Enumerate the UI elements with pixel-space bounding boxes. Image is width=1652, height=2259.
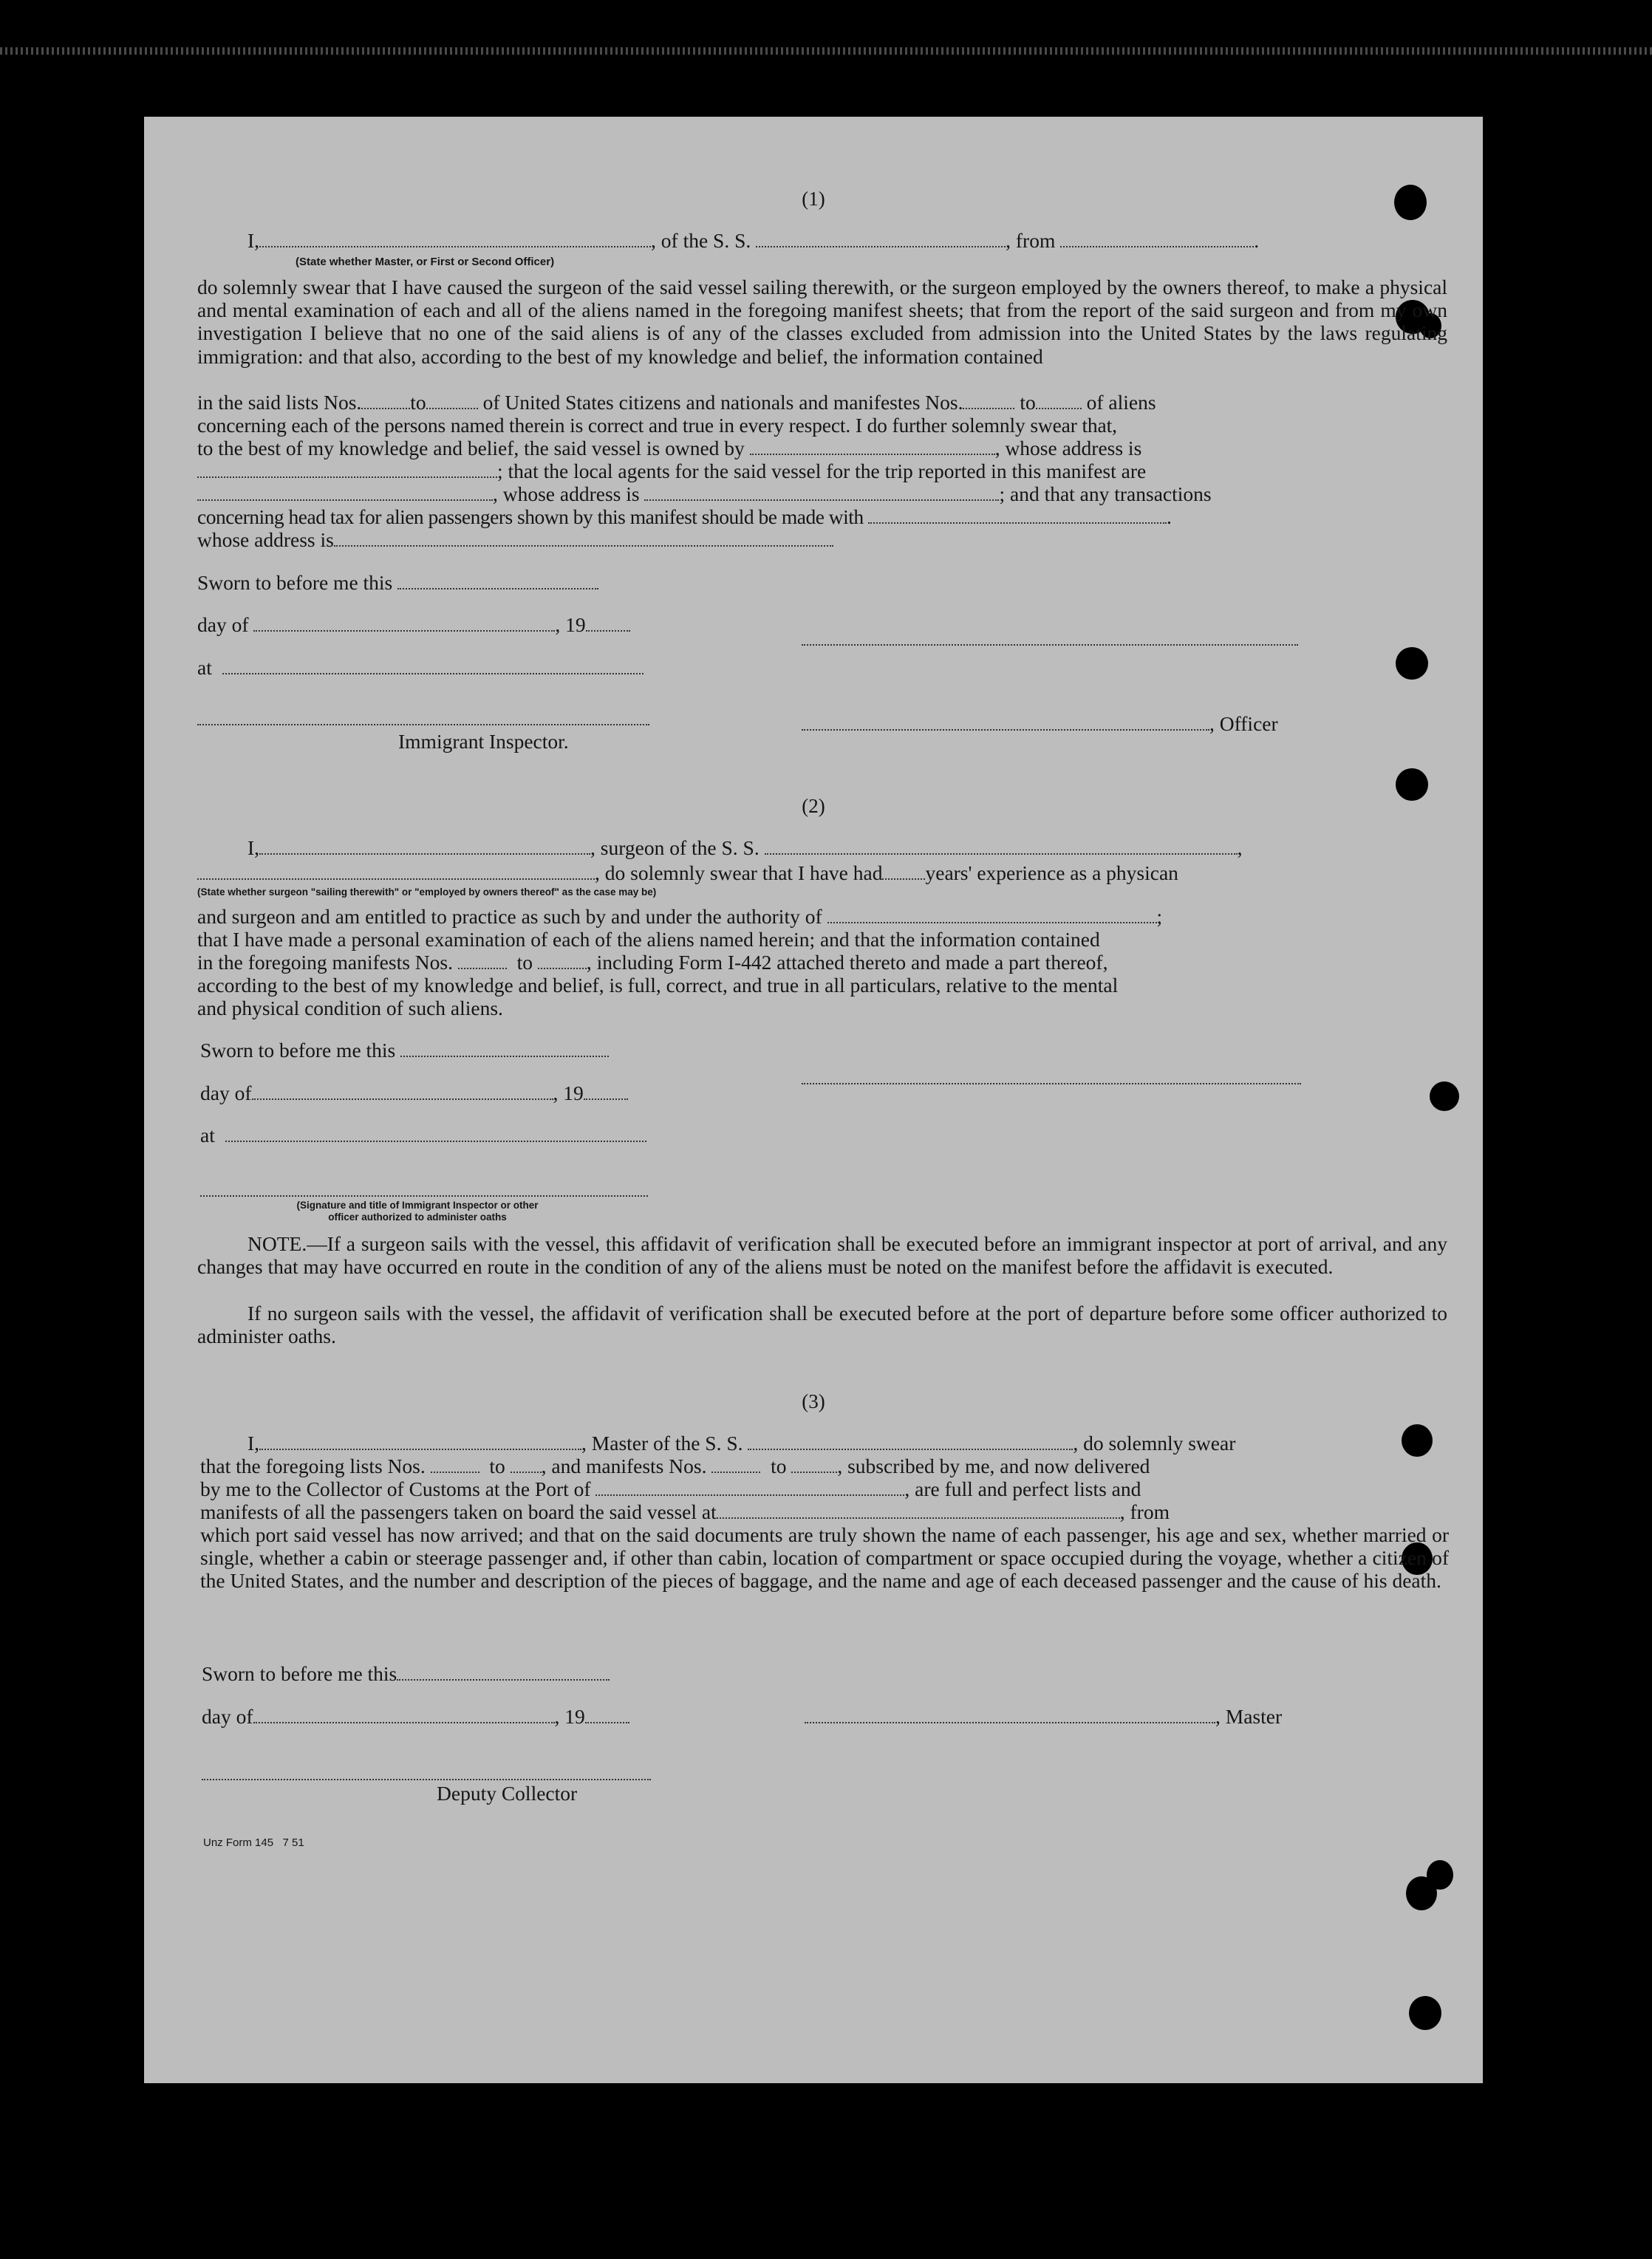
- manifest-to-blank: [1036, 407, 1082, 409]
- section-2-number: (2): [802, 795, 825, 817]
- agents-blank: [197, 499, 493, 501]
- section-3-lists-line: [200, 1455, 1150, 1478]
- form-page: [144, 117, 1483, 2083]
- section-2-line: that I have made a personal examination of each of the aliens named herein; and that the information contained: [197, 928, 1100, 951]
- list-from-blank: [361, 407, 410, 409]
- year-blank: [584, 1098, 628, 1100]
- section-2-line-1: [248, 836, 1242, 860]
- day-of-line: [202, 1705, 629, 1729]
- section-2-line-2: [197, 861, 1178, 885]
- officer-rank-caption: (State whether Master, or First or Second Officer): [296, 256, 555, 268]
- caption-line: officer authorized to administer oaths: [328, 1211, 507, 1223]
- section-3-number: (3): [802, 1390, 825, 1412]
- text: , Master: [1215, 1705, 1283, 1728]
- text: ;: [1156, 905, 1163, 928]
- authority-blank: [827, 921, 1157, 923]
- manifest-to-blank: [538, 967, 587, 969]
- list-to-blank: [426, 407, 478, 409]
- list-from-blank: [431, 1471, 479, 1473]
- text: Sworn to before me this: [202, 1662, 397, 1685]
- text: , whose address is: [994, 437, 1142, 459]
- section-1-owner-line: [197, 437, 1141, 460]
- port-blank: [595, 1494, 904, 1496]
- text: to: [489, 1455, 505, 1477]
- manifest-to-blank: [791, 1471, 837, 1473]
- section-2-manifests-line: [197, 951, 1107, 974]
- section-2-line: according to the best of my knowledge and belief, is full, correct, and true in all particulars, relative to the mental: [197, 974, 1119, 997]
- day-of-line: [197, 613, 630, 637]
- at-place-blank: [222, 672, 644, 674]
- text: years' experience as a physican: [925, 861, 1178, 884]
- punch-hole: [1396, 647, 1428, 680]
- day-of-line: [200, 1081, 628, 1105]
- text: to: [516, 951, 533, 974]
- owner-blank: [750, 453, 995, 455]
- text: ; and that any transactions: [999, 482, 1212, 505]
- deputy-signature-line: [202, 1779, 651, 1780]
- master-name-blank: [259, 1448, 581, 1450]
- text: I,: [248, 1432, 260, 1455]
- text: .: [1254, 229, 1260, 252]
- text: , subscribed by me, and now delivered: [837, 1455, 1150, 1477]
- month-blank: [253, 629, 555, 632]
- text: to: [410, 391, 426, 414]
- sworn-line: [202, 1662, 610, 1686]
- vessel-name-blank: [748, 1448, 1073, 1450]
- master-signature-blank: [805, 1721, 1215, 1723]
- punch-hole: [1406, 1876, 1437, 1910]
- text: , of the S. S.: [651, 229, 751, 252]
- text: to: [771, 1455, 787, 1477]
- text: in the said lists Nos.: [197, 391, 362, 414]
- text: I,: [248, 836, 260, 859]
- text: , Master of the S. S.: [581, 1432, 743, 1455]
- owner-address-blank: [197, 476, 497, 478]
- deputy-caption: Deputy Collector: [437, 1782, 578, 1805]
- headtax-party-blank: [868, 522, 1167, 524]
- text: , Officer: [1209, 712, 1278, 735]
- text: , and manifests Nos.: [541, 1455, 707, 1477]
- text: , 19: [553, 1081, 584, 1104]
- form-number: Unz Form 145 7 51: [203, 1836, 304, 1849]
- section-2-line: and physical condition of such aliens.: [197, 997, 503, 1019]
- text: manifests of all the passengers taken on board the said vessel at: [200, 1500, 717, 1523]
- sworn-date-blank: [397, 1678, 610, 1681]
- officer-signature-blank: [802, 728, 1209, 731]
- section-1-headtax-line: [197, 505, 1171, 529]
- text: by me to the Collector of Customs at the Port of: [200, 1477, 591, 1500]
- inspector-signature-caption: [240, 1200, 595, 1223]
- film-edge-perforation: [0, 47, 1652, 55]
- sworn-date-blank: [397, 587, 598, 589]
- text: , including Form I-442 attached thereto and made a part thereof,: [586, 951, 1108, 974]
- text: Sworn to before me this: [200, 1039, 396, 1062]
- text: and surgeon and am entitled to practice as such by and under the authority of: [197, 905, 822, 928]
- text: , 19: [555, 613, 586, 636]
- year-blank: [586, 629, 630, 632]
- text: , do solemnly swear that I have had: [595, 861, 883, 884]
- text: of aliens: [1086, 391, 1156, 414]
- note-paragraph-2: If no surgeon sails with the vessel, the affidavit of verification shall be executed before at the port of departure before some officer authorized to administer oaths.: [197, 1302, 1447, 1348]
- section-1-lists-line: [197, 391, 1156, 414]
- month-blank: [253, 1721, 555, 1723]
- section-3-port-line: [200, 1477, 1141, 1501]
- vessel-name-blank: [765, 852, 1238, 855]
- text: .: [1167, 505, 1172, 528]
- section-3-departure-line: [200, 1500, 1170, 1524]
- text: at: [197, 656, 212, 679]
- text: to the best of my knowledge and belief, the said vessel is owned by: [197, 437, 745, 459]
- at-line: [200, 1124, 646, 1147]
- signature-line: [802, 644, 1298, 646]
- caption-line: (Signature and title of Immigrant Inspector or other: [296, 1200, 539, 1211]
- signature-line: [802, 1083, 1301, 1084]
- text: day of: [200, 1081, 252, 1104]
- punch-hole: [1430, 1081, 1459, 1111]
- section-3-line-1: [248, 1432, 1235, 1455]
- section-2-authority-line: [197, 905, 1162, 929]
- section-1-agents-address-line: [197, 482, 1212, 506]
- sworn-line: [200, 1039, 609, 1062]
- headtax-address-blank: [334, 544, 833, 547]
- text: day of: [197, 613, 249, 636]
- surgeon-status-blank: [197, 878, 595, 880]
- text: day of: [202, 1705, 253, 1728]
- sworn-line: [197, 571, 598, 595]
- from-port-blank: [1060, 245, 1254, 247]
- list-to-blank: [511, 1471, 542, 1473]
- punch-hole: [1409, 1996, 1441, 2030]
- text: of United States citizens and nationals and manifestes Nos.: [482, 391, 963, 414]
- text: I,: [248, 229, 260, 252]
- inspector-caption: Immigrant Inspector.: [398, 730, 569, 753]
- text: , 19: [554, 1705, 585, 1728]
- departure-port-blank: [717, 1517, 1120, 1519]
- text: in the foregoing manifests Nos.: [197, 951, 453, 974]
- at-line: [197, 656, 644, 680]
- years-blank: [882, 878, 925, 880]
- text: , from: [1006, 229, 1056, 252]
- manifest-from-blank: [458, 967, 507, 969]
- section-1-line: concerning each of the persons named therein is correct and true in every respect. I do further solemnly swear that,: [197, 414, 1117, 437]
- text: at: [200, 1124, 215, 1146]
- text: , surgeon of the S. S.: [590, 836, 760, 859]
- manifest-from-blank: [711, 1471, 760, 1473]
- manifest-from-blank: [963, 407, 1014, 409]
- year-blank: [585, 1721, 629, 1723]
- text: that the foregoing lists Nos.: [200, 1455, 426, 1477]
- text: concerning head tax for alien passengers shown by this manifest should be made with: [197, 505, 864, 528]
- section-1-agents-line: [197, 459, 1146, 483]
- section-1-line-1: [248, 229, 1259, 253]
- officer-signature-line: [802, 712, 1278, 736]
- note-paragraph: NOTE.—If a surgeon sails with the vessel, this affidavit of verification shall be executed before an immigrant inspector at port of arrival, and any changes that may have occurred en route in the condition of any of the aliens must be noted on the manifest before the affidavit is executed.: [197, 1232, 1447, 1279]
- text: , do solemnly swear: [1073, 1432, 1236, 1455]
- surgeon-status-caption: (State whether surgeon "sailing therewith" or "employed by owners thereof" as the case may be): [197, 886, 657, 898]
- section-1-headtax-address-line: [197, 528, 833, 552]
- at-place-blank: [225, 1140, 646, 1142]
- inspector-signature-line: [200, 1195, 648, 1197]
- text: whose address is: [197, 528, 334, 551]
- text: ,: [1237, 836, 1243, 859]
- text: , whose address is: [493, 482, 640, 505]
- surgeon-name-blank: [259, 852, 590, 855]
- month-blank: [252, 1098, 553, 1100]
- section-1-number: (1): [802, 188, 825, 210]
- officer-rank-blank: [259, 245, 651, 247]
- section-3-paragraph: which port said vessel has now arrived; and that on the said documents are truly shown the name of each passenger, his age and sex, whether married or single, whether a cabin or steerage passenger and, if other than cabin, location of compartment or space occupied during the voyage, whether a citizen of the United States, and the number and description of the pieces of baggage, and the name and age of each deceased passenger and the cause of his death.: [200, 1523, 1449, 1593]
- text: ; that the local agents for the said vessel for the trip reported in this manifest are: [497, 459, 1147, 482]
- text: Sworn to before me this: [197, 571, 393, 594]
- master-signature-line: [805, 1705, 1282, 1729]
- punch-hole: [1402, 1424, 1433, 1457]
- text: , from: [1119, 1500, 1170, 1523]
- agents-address-blank: [644, 499, 999, 501]
- section-1-paragraph: do solemnly swear that I have caused the surgeon of the said vessel sailing therewith, or the surgeon employed by the owners thereof, to make a physical and mental examination of each and all of the aliens named in the foregoing manifest sheets; that from the report of the said surgeon and from my own investigation I believe that no one of the said aliens is of any of the classes excluded from admission into the United States by the laws regulating immigration: and that also, according to the best of my knowledge and belief, the information contained: [197, 276, 1447, 368]
- text: to: [1020, 391, 1036, 414]
- vessel-name-blank: [756, 245, 1006, 247]
- sworn-date-blank: [400, 1055, 609, 1057]
- inspector-signature-line: [197, 724, 649, 725]
- text: , are full and perfect lists and: [904, 1477, 1141, 1500]
